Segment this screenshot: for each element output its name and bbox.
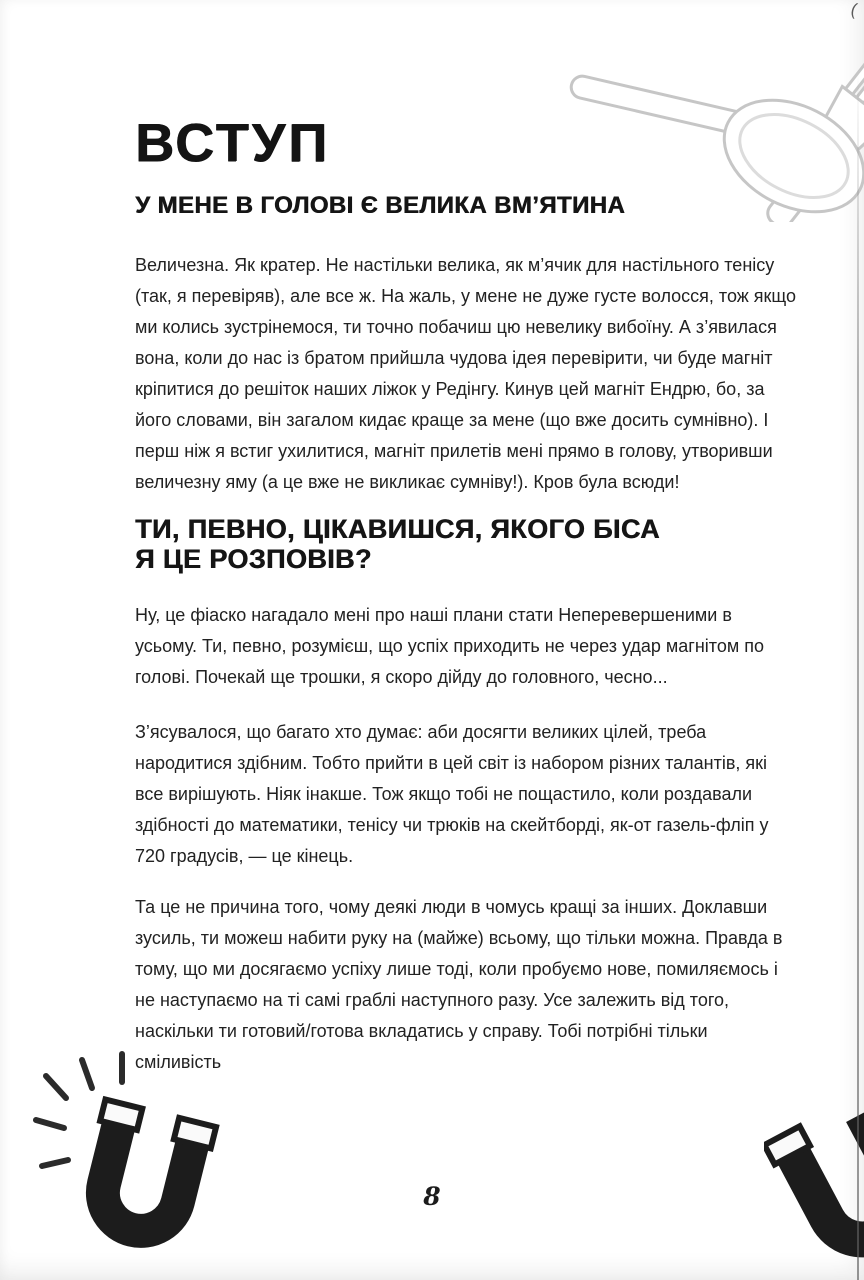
section-heading-why-told	[135, 514, 797, 574]
heading-line-1: ТИ, ПЕВНО, ЦІКАВИШСЯ, ЯКОГО БІСА	[135, 514, 660, 544]
page-curl-mark: (	[849, 0, 860, 20]
paragraph-fiasco: Ну, це фіаско нагадало мені про наші плани стати Неперевершеними в усьому. Ти, певно, розумієш, що успіх приходить не через удар магнітом по голові. Почекай ще трошки, я скоро дійду до головного, чесно...	[135, 605, 764, 687]
page-number: 8	[423, 1182, 441, 1211]
chapter-title: ВСТУП	[135, 113, 330, 173]
section-heading-dent: У МЕНЕ В ГОЛОВІ Є ВЕЛИКА ВМ’ЯТИНА	[135, 192, 625, 219]
text-column	[135, 113, 797, 1078]
page-edge-shadow	[857, 72, 859, 1280]
paragraph-crater-story: Величезна. Як кратер. Не настільки велика, як м’ячик для настільного тенісу (так, я перевіряв), але все ж. На жаль, у мене не дуже густе волосся, тож якщо ми колись зустрінемося, ти точно побачиш цю невелику вибоїну. А з’явилася вона, коли до нас із братом прийшла чудова ідея перевірити, чи буде магніт кріпитися до решіток наших ліжок у Редінгу. Кинув цей магніт Ендрю, бо, за його словами, він загалом кидає краще за мене (що вже досить сумнівно). І перш ніж я встиг ухилитися, магніт прилетів мені прямо в голову, утворивши величезну яму (а це вже не викликає сумніву!). Кров була всюди!	[135, 255, 797, 492]
paragraph-practice: Та це не причина того, чому деякі люди в чомусь кращі за інших. Доклавши зусиль, ти можеш набити руку на (майже) всьому, що тільки можна. Правда в тому, що ми досягаємо успіху лише тоді, коли пробуємо нове, помиляємось і не наступаємо на ті самі граблі наступного разу. Усе залежить від того, наскільки ти готовий/готова вкладатись у справу. Тобі потрібні тільки сміливість	[135, 897, 783, 1072]
heading-line-2: Я ЦЕ РОЗПОВІВ?	[135, 544, 372, 574]
paragraph-talent-myth: З’ясувалося, що багато хто думає: аби досягти великих цілей, треба народитися здібним. Тобто прийти в цей світ із набором різних талантів, які все вирішують. Ніяк інакше. Тож якщо тобі не пощастило, коли роздавали здібності до математики, тенісу чи трюків на скейтборді, як-от газель-фліп у 720 градусів, — це кінець.	[135, 722, 769, 866]
horseshoe-magnet-icon	[28, 1048, 240, 1270]
